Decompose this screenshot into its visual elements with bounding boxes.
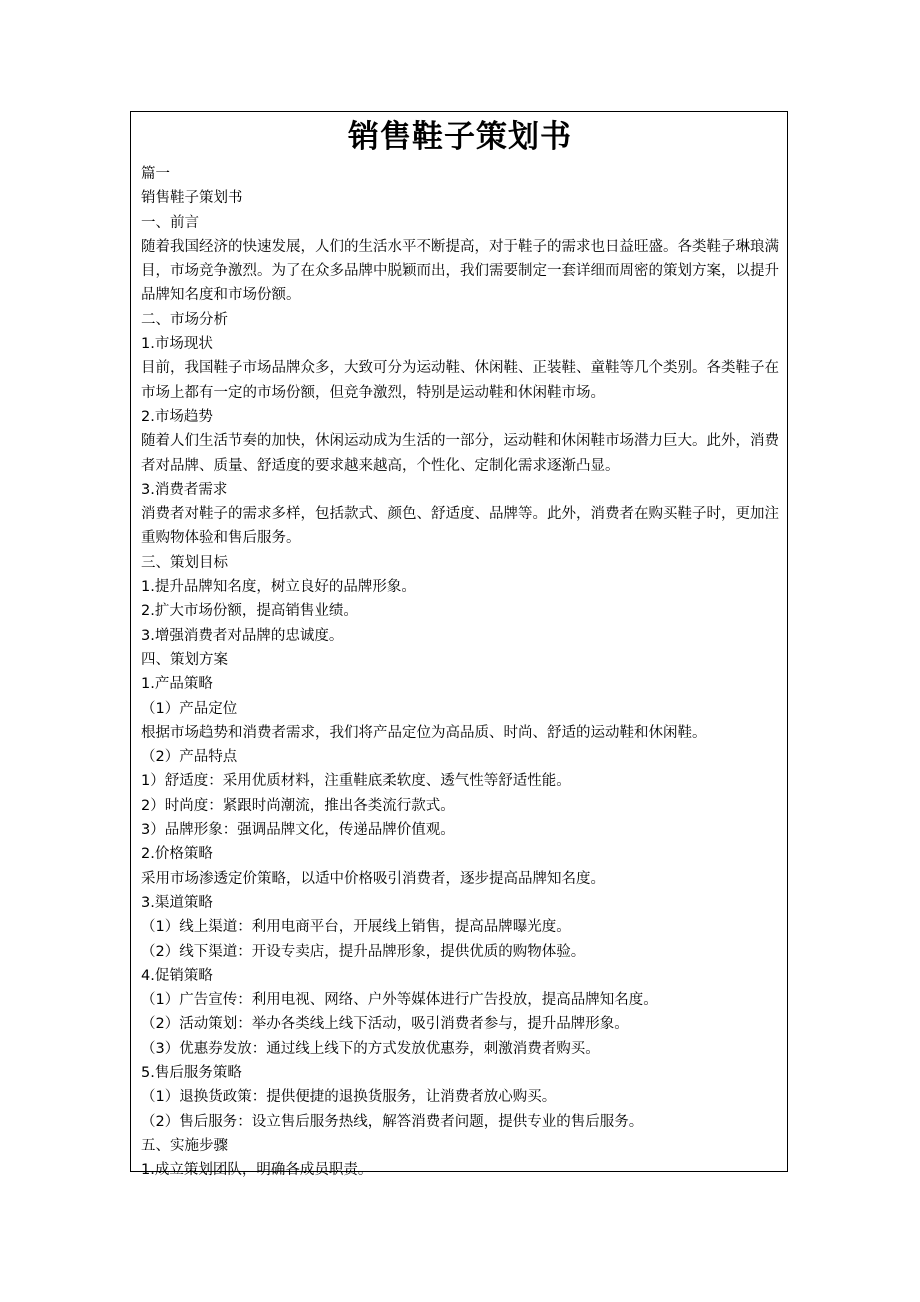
heading-market-analysis: 二、市场分析: [141, 311, 228, 328]
goal-item: 1.提升品牌知名度，树立良好的品牌形象。: [141, 579, 416, 596]
promotion-item: （3）优惠券发放：通过线上线下的方式发放优惠券，刺激消费者购买。: [141, 1040, 600, 1057]
item-product-positioning: （1）产品定位: [141, 700, 238, 717]
paragraph-consumer-needs: 消费者对鞋子的需求多样，包括款式、颜色、舒适度、品牌等。此外，消费者在购买鞋子时，更加注重购物体验和售后服务。: [141, 506, 779, 547]
item-product-features: （2）产品特点: [141, 749, 238, 766]
feature-item: 1）舒适度：采用优质材料，注重鞋底柔软度、透气性等舒适性能。: [141, 773, 571, 790]
document-body: [141, 162, 779, 1182]
implementation-item: 1.成立策划团队，明确各成员职责。: [141, 1162, 373, 1179]
heading-goals: 三、策划目标: [141, 554, 228, 571]
goal-item: 3.增强消费者对品牌的忠诚度。: [141, 627, 344, 644]
document-title: 销售鞋子策划书: [348, 119, 572, 155]
subheading-after-sales: 5.售后服务策略: [141, 1064, 242, 1081]
paragraph-price-strategy: 采用市场渗透定价策略，以适中价格吸引消费者，逐步提高品牌知名度。: [141, 870, 605, 887]
promotion-item: （1）广告宣传：利用电视、网络、户外等媒体进行广告投放，提高品牌知名度。: [141, 992, 658, 1009]
subtitle: 销售鞋子策划书: [141, 190, 243, 207]
subheading-market-status: 1.市场现状: [141, 336, 213, 353]
heading-implementation: 五、实施步骤: [141, 1137, 228, 1154]
paragraph-market-status: 目前，我国鞋子市场品牌众多，大致可分为运动鞋、休闲鞋、正装鞋、童鞋等几个类别。各类鞋子在市场上都有一定的市场份额，但竞争激烈，特别是运动鞋和休闲鞋市场。: [141, 360, 779, 401]
subheading-price-strategy: 2.价格策略: [141, 846, 213, 863]
goal-item: 2.扩大市场份额，提高销售业绩。: [141, 603, 358, 620]
promotion-item: （2）活动策划：举办各类线上线下活动，吸引消费者参与，提升品牌形象。: [141, 1016, 629, 1033]
paragraph-product-positioning: 根据市场趋势和消费者需求，我们将产品定位为高品质、时尚、舒适的运动鞋和休闲鞋。: [141, 724, 707, 741]
subheading-promotion-strategy: 4.促销策略: [141, 967, 213, 984]
subheading-product-strategy: 1.产品策略: [141, 676, 213, 693]
feature-item: 3）品牌形象：强调品牌文化，传递品牌价值观。: [141, 822, 455, 839]
subheading-channel-strategy: 3.渠道策略: [141, 894, 213, 911]
feature-item: 2）时尚度：紧跟时尚潮流，推出各类流行款式。: [141, 797, 455, 814]
subheading-consumer-needs: 3.消费者需求: [141, 481, 228, 498]
heading-preface: 一、前言: [141, 214, 199, 231]
section-label: 篇一: [141, 166, 170, 182]
paragraph-preface: 随着我国经济的快速发展，人们的生活水平不断提高，对于鞋子的需求也日益旺盛。各类鞋子琳琅满目，市场竞争激烈。为了在众多品牌中脱颖而出，我们需要制定一套详细而周密的策划方案，以提升品牌知名度和市场份额。: [141, 238, 779, 304]
subheading-market-trend: 2.市场趋势: [141, 408, 213, 425]
after-sales-item: （2）售后服务：设立售后服务热线，解答消费者问题，提供专业的售后服务。: [141, 1113, 644, 1130]
document-frame: [130, 111, 788, 1179]
channel-item: （1）线上渠道：利用电商平台，开展线上销售，提高品牌曝光度。: [141, 919, 571, 936]
paragraph-market-trend: 随着人们生活节奏的加快，休闲运动成为生活的一部分，运动鞋和休闲鞋市场潜力巨大。此外，消费者对品牌、质量、舒适度的要求越来越高，个性化、定制化需求逐渐凸显。: [141, 433, 779, 474]
heading-plan: 四、策划方案: [141, 651, 228, 668]
after-sales-item: （1）退换货政策：提供便捷的退换货服务，让消费者放心购买。: [141, 1089, 557, 1106]
channel-item: （2）线下渠道：开设专卖店，提升品牌形象，提供优质的购物体验。: [141, 943, 586, 960]
